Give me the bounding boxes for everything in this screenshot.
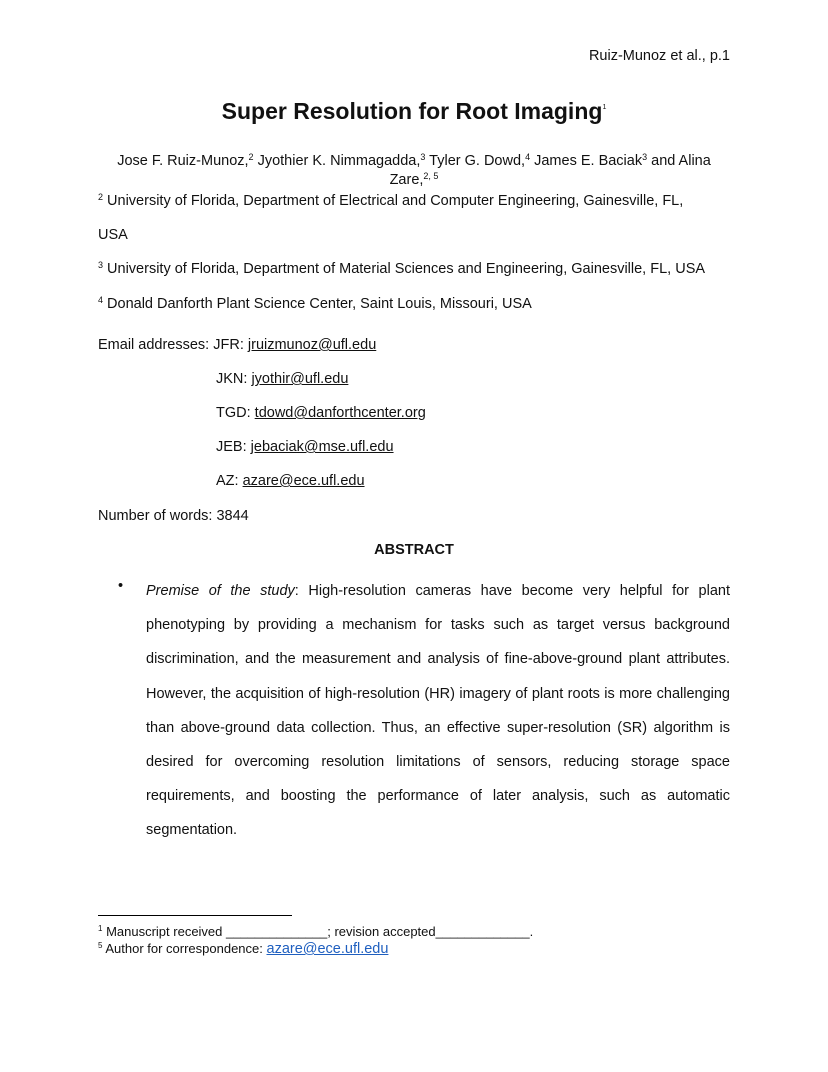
bullet-icon: •: [118, 578, 124, 594]
footnote-1-marker: 1: [98, 924, 103, 933]
email-link[interactable]: tdowd@danforthcenter.org: [254, 405, 426, 421]
footnote-1: [98, 924, 533, 939]
email-who: JEB:: [216, 439, 251, 455]
affiliation-3-marker: 3: [98, 260, 104, 270]
running-head: Ruiz-Munoz et al., p.1: [588, 48, 730, 64]
footnote-1-text: Manuscript received ______________; revision accepted_____________.: [102, 924, 534, 939]
email-who: AZ:: [216, 473, 243, 489]
author-1: Jose F. Ruiz-Munoz,: [117, 153, 249, 169]
footnote-divider: [98, 915, 292, 916]
footnote-5-marker: 5: [98, 941, 103, 950]
email-who: JFR:: [213, 337, 248, 353]
correspondence-email-link[interactable]: azare@ece.ufl.edu: [266, 941, 389, 957]
paper-title: [0, 98, 828, 125]
email-who: TGD:: [216, 405, 255, 421]
author-4: James E. Baciak: [530, 153, 643, 169]
footnote-5: [98, 941, 388, 957]
affiliation-4-text: Donald Danforth Plant Science Center, Saint Louis, Missouri, USA: [103, 296, 532, 312]
word-count: Number of words: 3844: [98, 508, 249, 524]
author-2: Jyothier K. Nimmagadda,: [253, 153, 421, 169]
email-link[interactable]: jruizmunoz@ufl.edu: [247, 337, 377, 353]
affiliation-3-text: University of Florida, Department of Material Sciences and Engineering, Gainesville, FL, USA: [103, 261, 706, 277]
email-label: Email addresses:: [98, 337, 214, 353]
email-who: JKN:: [216, 371, 252, 387]
abstract-lead: Premise of the study: [146, 583, 295, 599]
email-row-az: [216, 473, 365, 489]
affiliation-2-continued: USA: [98, 227, 128, 243]
email-row-jkn: [216, 371, 348, 387]
email-row-tgd: [216, 405, 426, 421]
footnote-5-text: Author for correspondence:: [102, 941, 267, 956]
author-2-affil: 3: [420, 152, 426, 162]
author-5-affil: 2, 5: [423, 171, 439, 181]
email-link[interactable]: jebaciak@mse.ufl.edu: [250, 439, 394, 455]
title-footnote-marker: 1: [602, 104, 607, 111]
author-3-affil: 4: [525, 152, 531, 162]
email-row-jeb: [216, 439, 394, 455]
affiliation-2-text: University of Florida, Department of Electrical and Computer Engineering, Gainesville, FL,: [103, 193, 684, 209]
affiliation-3: [98, 261, 705, 277]
affiliation-2: [98, 193, 683, 209]
affiliation-4-marker: 4: [98, 295, 104, 305]
email-row-jfr: [98, 337, 376, 353]
author-list: [98, 152, 730, 190]
abstract-paragraph: [146, 574, 730, 848]
email-link[interactable]: jyothir@ufl.edu: [251, 371, 349, 387]
author-4-affil: 3: [642, 152, 648, 162]
email-link[interactable]: azare@ece.ufl.edu: [242, 473, 365, 489]
author-3: Tyler G. Dowd,: [425, 153, 526, 169]
author-1-affil: 2: [248, 152, 254, 162]
author-5: and Alina Zare,: [389, 153, 711, 188]
affiliation-4: [98, 296, 532, 312]
abstract-text: : High-resolution cameras have become very helpful for plant phenotyping by providing a mechanism for tasks such as target versus background discrimination, and the measurement and analysis of fine-above-ground plant attributes. However, the acquisition of high-resolution (HR) imagery of plant roots is more challenging than above-ground data collection. Thus, an effective super-resolution (SR) algorithm is desired for overcoming resolution limitations of sensors, reducing storage space requirements, and boosting the performance of later analysis, such as automatic segmentation.: [146, 583, 730, 839]
title-text: Super Resolution for Root Imaging: [221, 98, 603, 124]
abstract-heading: ABSTRACT: [374, 542, 454, 558]
affiliation-2-marker: 2: [98, 192, 104, 202]
